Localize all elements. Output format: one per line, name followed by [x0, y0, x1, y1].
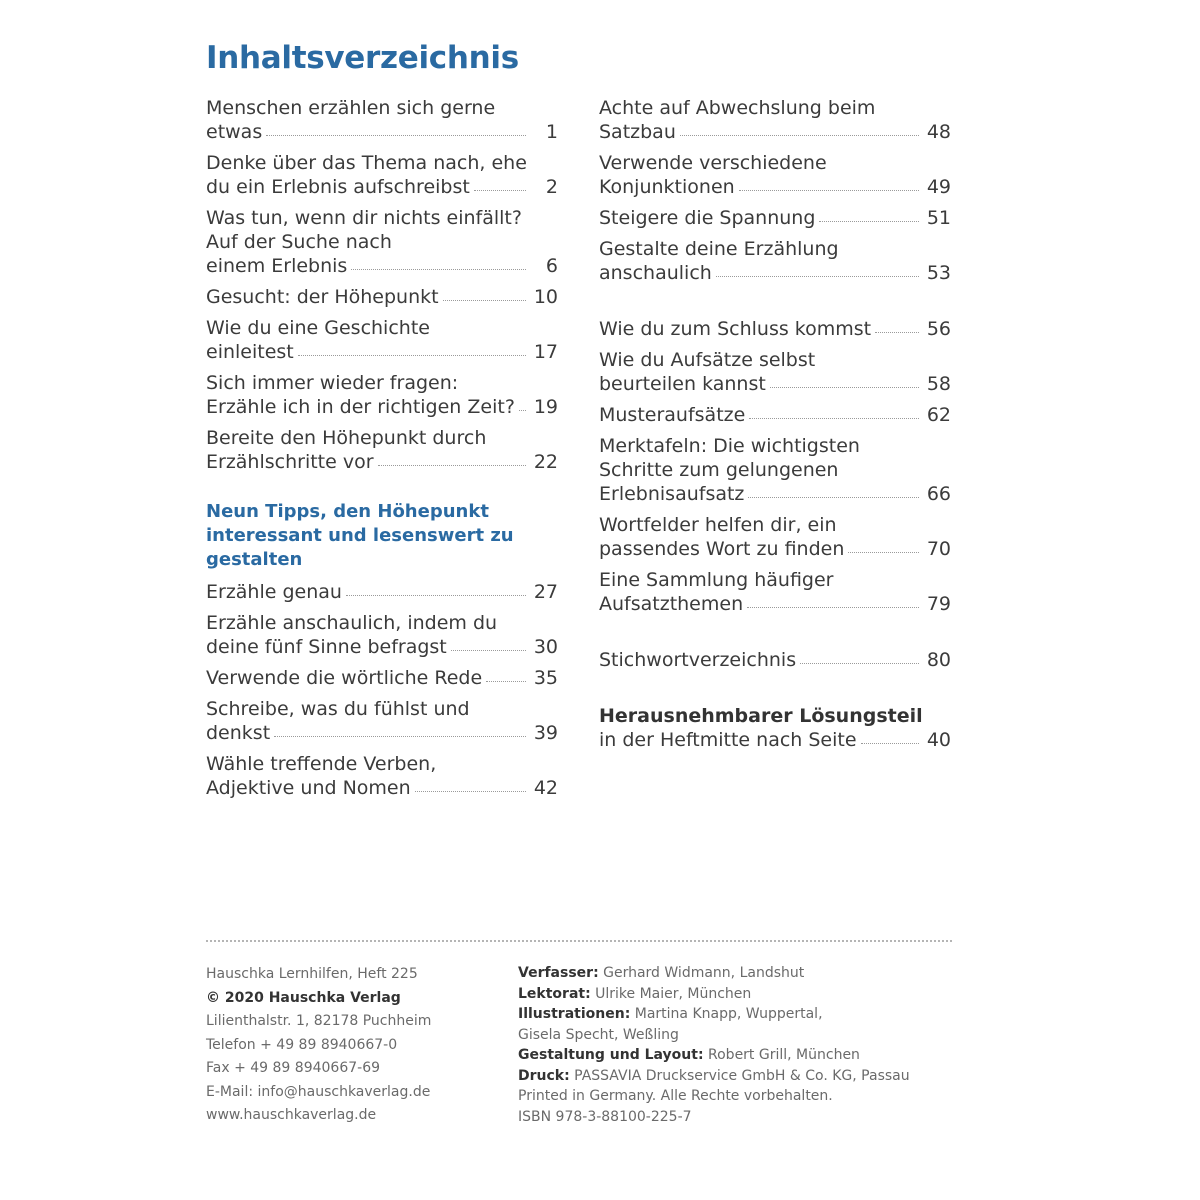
dot-leader: [346, 595, 526, 596]
toc-entry-title-line: Verwende die wörtliche Rede: [206, 667, 483, 689]
toc-entry: [206, 666, 558, 690]
credit-line: [518, 1004, 938, 1025]
appendix-heading: Herausnehmbarer Lösungsteil: [599, 705, 923, 727]
section-heading-line: Neun Tipps, den Höhepunkt: [206, 501, 489, 522]
page-number: 48: [926, 121, 951, 143]
credit-label: Gestaltung und Layout:: [518, 1047, 704, 1063]
toc-entry-title-line: einleitest: [206, 341, 294, 363]
toc-entry: [206, 426, 558, 474]
toc-entry: [599, 317, 951, 341]
credit-value: Gisela Specht, Weßling: [518, 1026, 679, 1043]
toc-entry: [206, 371, 558, 419]
toc-entry-title-line: deine fünf Sinne befragst: [206, 636, 447, 658]
toc-entry-title-line: Denke über das Thema nach, ehe: [206, 152, 527, 174]
toc-entry: [206, 611, 558, 659]
toc-entry-last-line: [206, 721, 558, 745]
page-number: 49: [926, 176, 951, 198]
toc-group-left-b: [206, 580, 558, 800]
dot-leader: [266, 135, 526, 136]
toc-entry: [599, 434, 951, 506]
page-number: 19: [533, 396, 558, 418]
imprint-line: E-Mail: info@hauschkaverlag.de: [206, 1083, 431, 1100]
page-number: 53: [926, 262, 951, 284]
toc-entry-title-line: Stichwortverzeichnis: [599, 649, 797, 671]
toc-entry-title-line: etwas: [206, 121, 263, 143]
page-number: 30: [533, 636, 558, 658]
toc-entry-last-line: [206, 254, 558, 278]
page-number: 17: [533, 341, 558, 363]
toc-entry-last-line: [206, 285, 558, 309]
credit-line: [518, 1107, 938, 1128]
toc-entry-last-line: [599, 175, 951, 199]
page-number: 42: [533, 777, 558, 799]
page-number: 56: [926, 318, 951, 340]
page-number: 79: [926, 593, 951, 615]
dot-leader: [443, 300, 526, 301]
page-number: 62: [926, 404, 951, 426]
toc-entry: [599, 96, 951, 144]
credit-label: Lektorat:: [518, 985, 591, 1002]
dot-leader: [875, 332, 919, 333]
toc-entry: [206, 285, 558, 309]
imprint-line: www.hauschkaverlag.de: [206, 1107, 377, 1123]
credit-line: [518, 1066, 938, 1087]
page-number: 27: [533, 581, 558, 603]
toc-entry-title-line: denkst: [206, 722, 271, 744]
spacer: [599, 292, 951, 317]
imprint-line: Fax + 49 89 8940667-69: [206, 1060, 381, 1076]
dot-leader: [819, 221, 919, 222]
toc-entry-title-line: Wie du Aufsätze selbst: [599, 349, 816, 371]
dot-leader: [739, 190, 919, 191]
spacer: [599, 623, 951, 648]
dot-leader: [274, 736, 526, 737]
page-number: 58: [926, 373, 951, 395]
toc-entry-last-line: [599, 372, 951, 396]
toc-left-column: [206, 96, 558, 807]
toc-entry-title-line: Achte auf Abwechslung beim: [599, 97, 876, 119]
toc-entry-title-line: Menschen erzählen sich gerne: [206, 97, 496, 119]
toc-entry-title-line: Merktafeln: Die wichtigsten: [599, 435, 860, 457]
credit-label: Illustrationen:: [518, 1006, 631, 1022]
divider: [206, 940, 952, 942]
toc-entry-title-line: Adjektive und Nomen: [206, 777, 411, 799]
dot-leader: [474, 190, 526, 191]
credit-value: Martina Knapp, Wuppertal,: [630, 1006, 823, 1022]
toc-entry-title-line: Bereite den Höhepunkt durch: [206, 427, 487, 449]
toc-entry-title-line: Musteraufsätze: [599, 404, 746, 426]
credit-label: Verfasser:: [518, 965, 599, 981]
toc-entry-appendix: [599, 704, 951, 752]
dot-leader: [770, 387, 919, 388]
toc-entry-title-line: Konjunktionen: [599, 176, 735, 198]
imprint-left: [206, 963, 506, 1128]
dot-leader: [451, 650, 526, 651]
toc-entry-last-line: [206, 776, 558, 800]
toc-entry: [599, 568, 951, 616]
toc-entry-title-line: passendes Wort zu finden: [599, 538, 845, 560]
toc-entry-title-line: Gestalte deine Erzählung: [599, 238, 839, 260]
credit-line: [518, 1045, 938, 1066]
dot-leader: [848, 552, 919, 553]
toc-entry-last-line: [599, 592, 951, 616]
spacer: [599, 679, 951, 704]
toc-entry-last-line: [206, 175, 558, 199]
credit-line: [518, 1025, 938, 1046]
toc-entry-last-line: [206, 395, 558, 419]
dot-leader: [351, 269, 526, 270]
dot-leader: [861, 743, 919, 744]
toc-entry-title-line: du ein Erlebnis aufschreibst: [206, 176, 470, 198]
section-heading-line: interessant und lesenswert zu: [206, 525, 514, 546]
toc-entry-last-line: [599, 120, 951, 144]
dot-leader: [680, 135, 919, 136]
credit-value: PASSAVIA Druckservice GmbH & Co. KG, Passau: [569, 1067, 910, 1084]
page-number: 51: [926, 207, 951, 229]
toc-entry: [206, 580, 558, 604]
toc-entry: [206, 752, 558, 800]
dot-leader: [716, 276, 919, 277]
toc-entry-title-line: Wortfelder helfen dir, ein: [599, 514, 837, 536]
toc-entry: [206, 316, 558, 364]
credit-label: Druck:: [518, 1067, 570, 1084]
dot-leader: [749, 418, 919, 419]
toc-entry-title-line: Eine Sammlung häufiger: [599, 569, 834, 591]
toc-entry-title-line: Erzähle ich in der richtigen Zeit?: [206, 396, 515, 418]
toc-entry: [599, 403, 951, 427]
toc-group-right-c: [599, 648, 951, 672]
imprint-line: © 2020 Hauschka Verlag: [206, 989, 401, 1006]
toc-entry-title-line: beurteilen kannst: [599, 373, 766, 395]
toc-entry: [599, 206, 951, 230]
page-number: 1: [545, 121, 558, 143]
toc-entry-title-line: Erzählschritte vor: [206, 451, 374, 473]
toc-entry-last-line: [599, 482, 951, 506]
credit-value: Gerhard Widmann, Landshut: [598, 965, 805, 981]
toc-entry-title-line: Schreibe, was du fühlst und: [206, 698, 470, 720]
section-heading: [206, 500, 558, 572]
credit-line: [518, 963, 938, 984]
toc-entry: [206, 697, 558, 745]
toc-entry-last-line: [599, 537, 951, 561]
section-heading-line: gestalten: [206, 549, 303, 570]
credit-value: Printed in Germany. Alle Rechte vorbehalten.: [518, 1088, 833, 1104]
page-number: 40: [926, 729, 951, 751]
dot-leader: [747, 607, 919, 608]
toc-entry-title-line: Satzbau: [599, 121, 676, 143]
credit-value: Robert Grill, München: [703, 1047, 860, 1063]
toc-entry-last-line: [206, 580, 558, 604]
page-number: 2: [545, 176, 558, 198]
page-title: Inhaltsverzeichnis: [206, 40, 519, 76]
toc-group-right-b: [599, 317, 951, 616]
page-number: 70: [926, 538, 951, 560]
toc-entry-last-line: [599, 403, 951, 427]
toc-entry: [206, 151, 558, 199]
toc-entry-last-line: [599, 261, 951, 285]
toc-entry-last-line: [206, 340, 558, 364]
toc-entry-last-line: [599, 206, 951, 230]
toc-entry: [206, 96, 558, 144]
dot-leader: [415, 791, 526, 792]
toc-entry-title-line: Gesucht: der Höhepunkt: [206, 286, 439, 308]
credit-line: [518, 984, 938, 1005]
imprint-line: Lilienthalstr. 1, 82178 Puchheim: [206, 1013, 432, 1029]
toc-entry-title-line: Steigere die Spannung: [599, 207, 816, 229]
page-number: 6: [545, 255, 558, 277]
imprint-line: Hauschka Lernhilfen, Heft 225: [206, 966, 418, 982]
toc-entry-last-line: [206, 635, 558, 659]
toc-entry-title-line: Erzähle genau: [206, 581, 342, 603]
toc-entry-title-line: Erzähle anschaulich, indem du: [206, 612, 498, 634]
toc-entry-last-line: [206, 450, 558, 474]
toc-entry: [599, 237, 951, 285]
toc-entry: [599, 648, 951, 672]
toc-group-left-a: [206, 96, 558, 474]
toc-entry: [599, 513, 951, 561]
toc-entry-title-line: Was tun, wenn dir nichts einfällt?: [206, 207, 522, 229]
toc-entry-title-line: Wie du zum Schluss kommst: [599, 318, 872, 340]
toc-group-right-a: [599, 96, 951, 285]
toc-entry: [599, 151, 951, 199]
credit-value: Ulrike Maier, München: [590, 985, 752, 1002]
toc-entry: [599, 348, 951, 396]
imprint-right: [518, 963, 938, 1127]
toc-entry-last-line: [206, 666, 558, 690]
toc-entry-last-line: [599, 317, 951, 341]
page-number: 35: [533, 667, 558, 689]
toc-entry-title-line: Verwende verschiedene: [599, 152, 827, 174]
dot-leader: [378, 465, 526, 466]
toc-right-column: [599, 96, 951, 759]
toc-entry-title-line: Sich immer wieder fragen:: [206, 372, 459, 394]
dot-leader: [298, 355, 526, 356]
dot-leader: [486, 681, 526, 682]
page-number: 80: [926, 649, 951, 671]
toc-entry-title-line: Wie du eine Geschichte: [206, 317, 430, 339]
dot-leader: [519, 410, 526, 411]
toc-entry: [206, 206, 558, 278]
toc-entry-title-line: Schritte zum gelungenen: [599, 459, 839, 481]
credit-line: [518, 1086, 938, 1107]
toc-entry-last-line: [599, 648, 951, 672]
toc-entry-last-line: [599, 728, 951, 752]
page-number: 10: [533, 286, 558, 308]
toc-entry-title-line: Auf der Suche nach: [206, 231, 392, 253]
toc-entry-last-line: [206, 120, 558, 144]
toc-entry-title-line: Wähle treffende Verben,: [206, 753, 437, 775]
toc-entry-title-line: Aufsatzthemen: [599, 593, 744, 615]
page-number: 22: [533, 451, 558, 473]
credit-value: ISBN 978-3-88100-225-7: [518, 1108, 692, 1125]
dot-leader: [748, 497, 919, 498]
imprint-line: Telefon + 49 89 8940667-0: [206, 1036, 398, 1053]
toc-entry-title-line: einem Erlebnis: [206, 255, 348, 277]
appendix-text: in der Heftmitte nach Seite: [599, 729, 857, 751]
page-number: 66: [926, 483, 951, 505]
page-number: 39: [533, 722, 558, 744]
toc-entry-title-line: anschaulich: [599, 262, 712, 284]
toc-entry-title-line: Erlebnisaufsatz: [599, 483, 745, 505]
dot-leader: [800, 663, 919, 664]
